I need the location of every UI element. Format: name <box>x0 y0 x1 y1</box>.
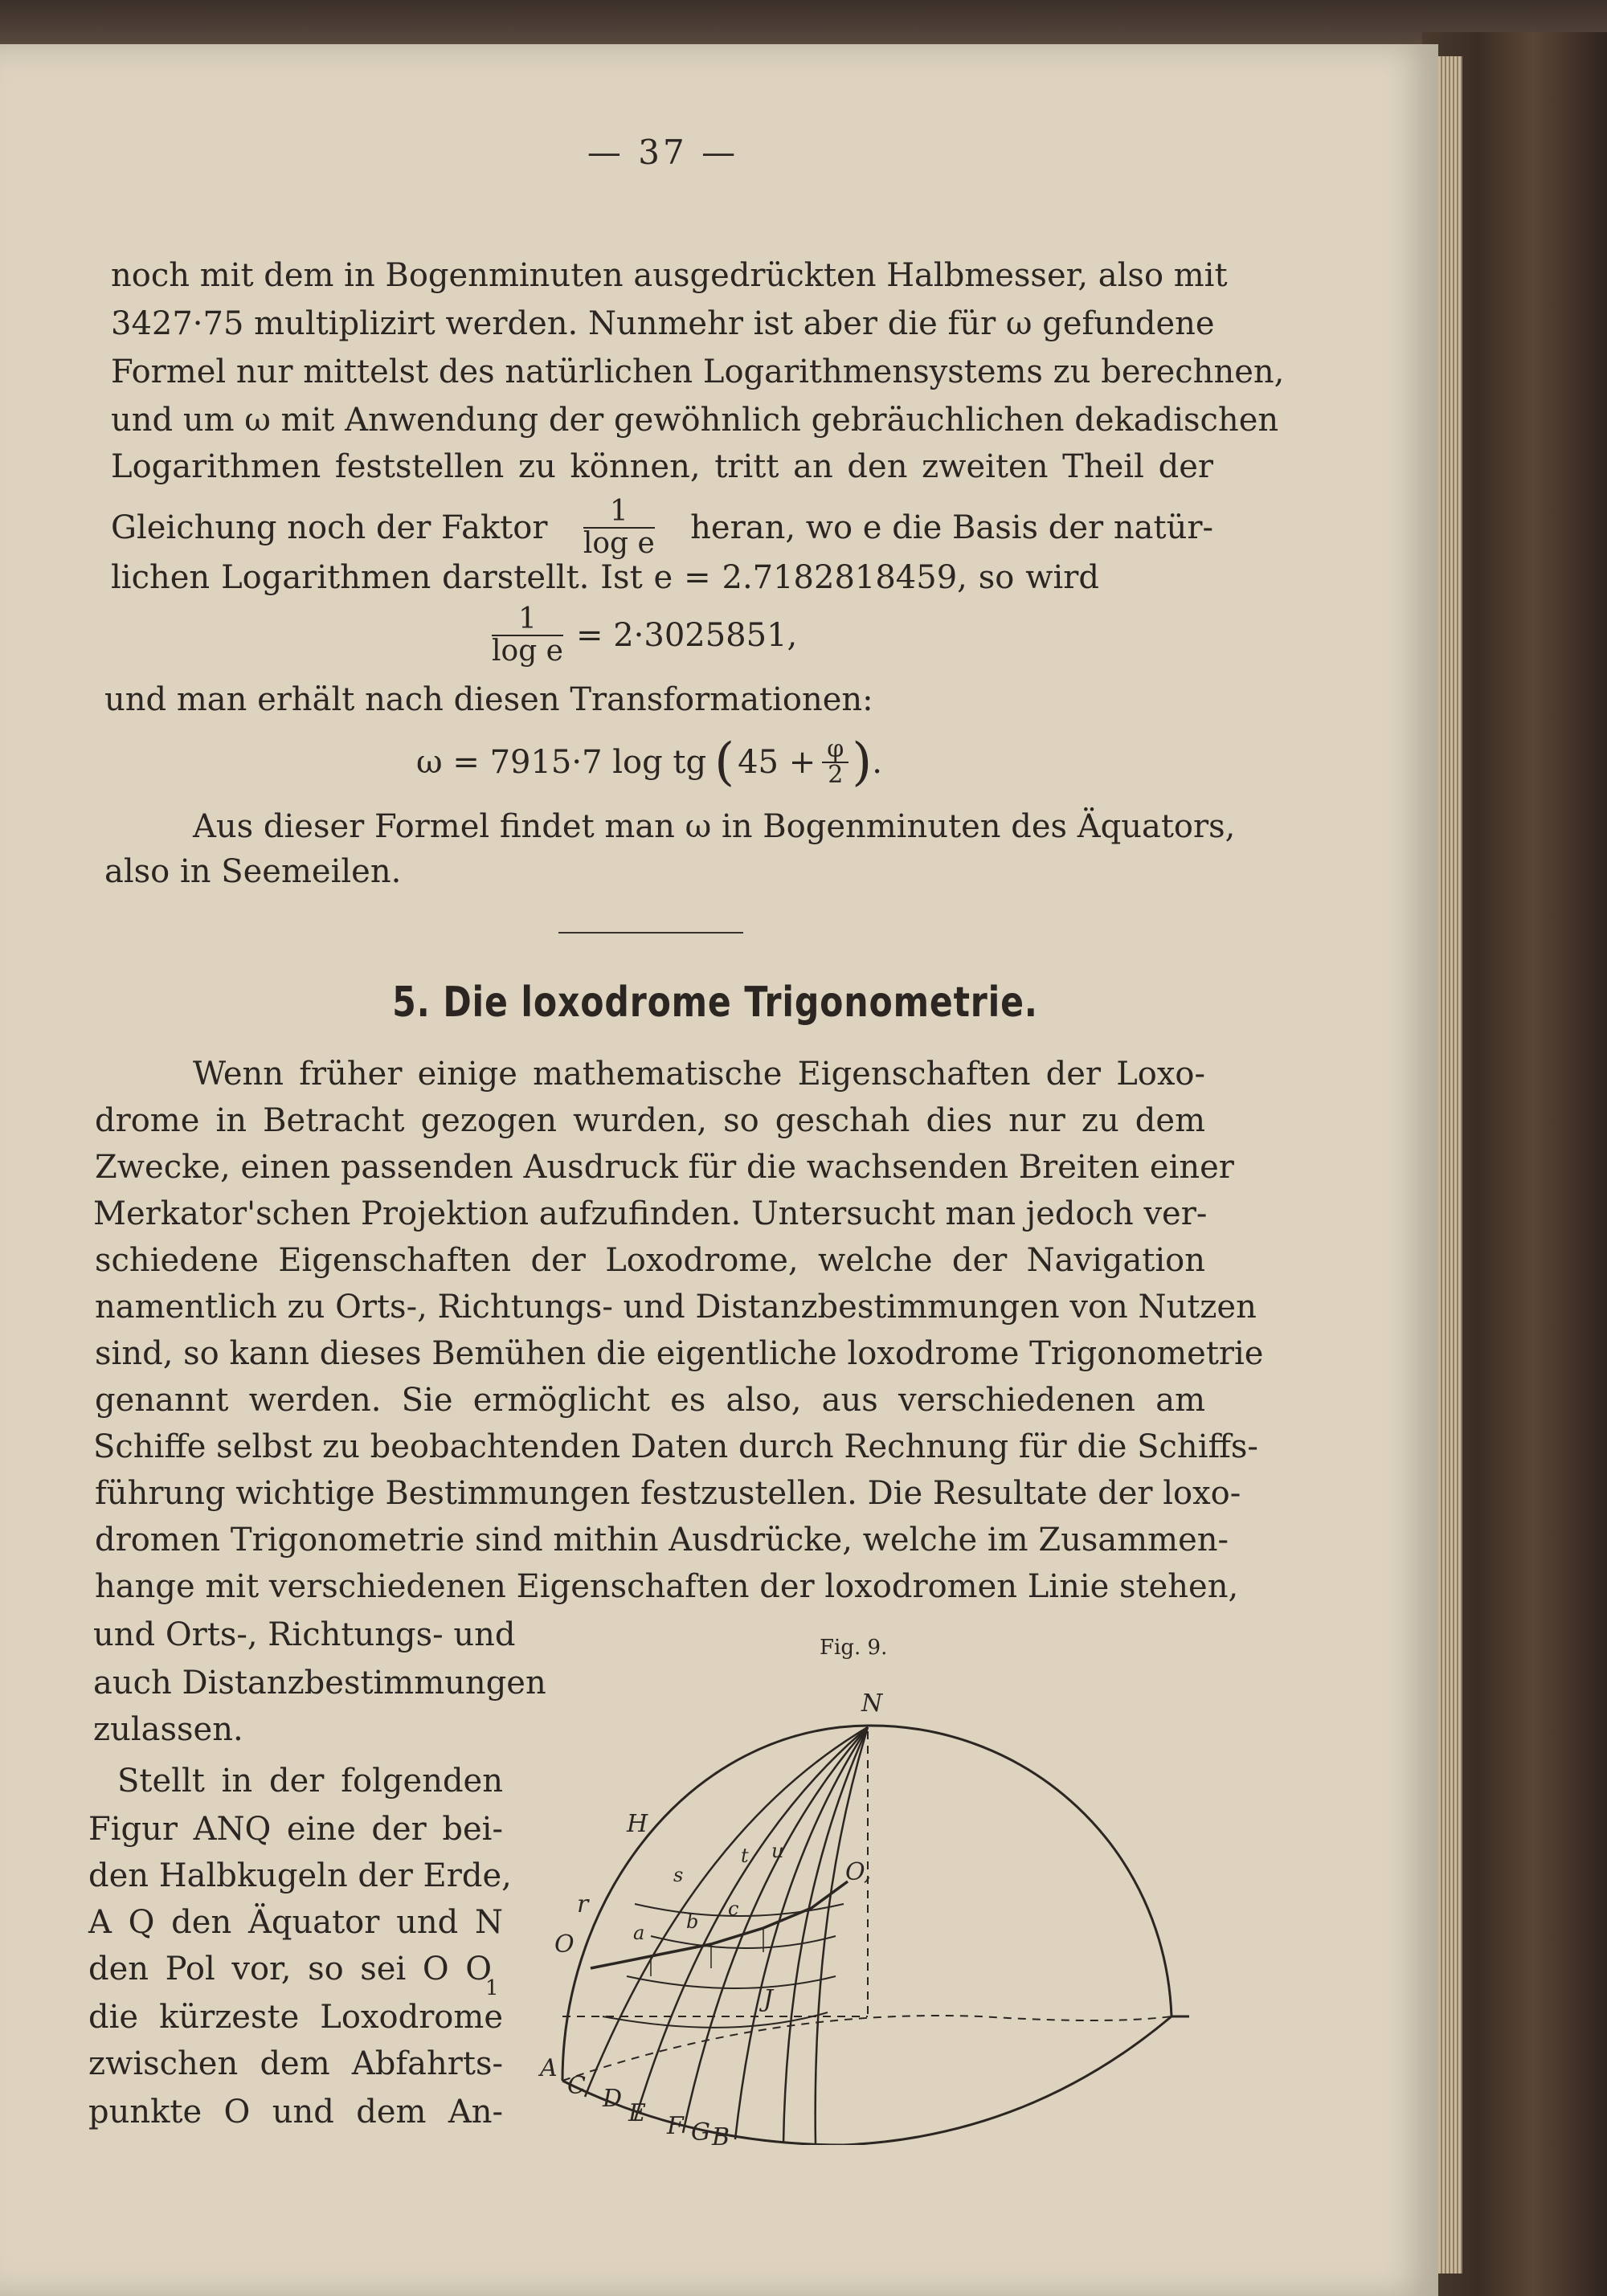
label-H: H <box>627 1810 648 1838</box>
text-line: punkte O und dem An- <box>88 2094 503 2131</box>
equation-omega <box>416 733 882 792</box>
figure-caption: Fig. 9. <box>820 1636 888 1660</box>
label-D: D <box>603 2085 623 2113</box>
label-B: B <box>712 2123 730 2145</box>
text-line: drome in Betracht gezogen wurden, so geschah dies nur zu dem <box>95 1102 1205 1139</box>
text-line: also in Seemeilen. <box>104 853 402 890</box>
text-line: die kürzeste Loxodrome <box>88 1999 503 2036</box>
text-line: Formel nur mittelst des natürlichen Logarithmensystems zu berechnen, <box>111 353 1285 390</box>
book-top-edge <box>0 0 1607 48</box>
text-line: noch mit dem in Bogenminuten ausgedrückten Halbmesser, also mit <box>111 257 1228 294</box>
equation-log-e <box>492 604 797 667</box>
label-u: u <box>771 1840 784 1862</box>
label-G: G <box>691 2118 710 2145</box>
fraction-denominator: log e <box>583 527 655 560</box>
text-line: lichen Logarithmen darstellt. Ist e = 2.7182818459, so wird <box>111 559 1099 596</box>
equator-front <box>562 2016 1172 2145</box>
text-line: namentlich zu Orts-, Richtungs- und Distanzbestimmungen von Nutzen <box>95 1289 1257 1326</box>
text-line: Merkator'schen Projektion aufzufinden. Untersucht man jedoch ver- <box>93 1195 1208 1232</box>
label-a: a <box>633 1922 645 1944</box>
label-t: t <box>741 1845 749 1867</box>
faktor-line <box>111 496 1213 559</box>
text-line: Aus dieser Formel findet man ω in Bogenminuten des Äquators, <box>193 808 1236 845</box>
label-O: O <box>554 1930 575 1959</box>
loxodrome-figure <box>530 1671 1189 2145</box>
period: . <box>872 744 882 781</box>
faktor-text-before: Gleichung noch der Faktor <box>111 509 548 546</box>
text-line: Schiffe selbst zu beobachtenden Daten durch Rechnung für die Schiffs- <box>93 1428 1258 1465</box>
text-line: hange mit verschiedenen Eigenschaften der loxodromen Linie stehen, <box>95 1568 1239 1605</box>
text-line: dromen Trigonometrie sind mithin Ausdrücke, welche im Zusammen- <box>95 1522 1229 1559</box>
label-b: b <box>686 1910 699 1933</box>
equation-fraction <box>492 604 563 667</box>
fraction-denominator: 2 <box>828 761 844 789</box>
equator-back <box>562 2016 1172 2081</box>
fraction-numerator: 1 <box>492 604 563 636</box>
label-N: N <box>861 1689 883 1718</box>
section-divider <box>558 932 743 934</box>
text-line: und man erhält nach diesen Transformationen: <box>104 681 873 718</box>
label-C: C <box>567 2072 586 2100</box>
parallel-line <box>651 1936 836 1948</box>
section-heading: 5. Die loxodrome Trigonometrie. <box>392 978 1038 1027</box>
meridian-line <box>585 1727 868 2097</box>
text-line: und Orts-, Richtungs- und <box>93 1616 516 1653</box>
label-A: A <box>540 2054 558 2082</box>
text-line: und um ω mit Anwendung der gewöhnlich gebräuchlichen dekadischen <box>111 402 1279 439</box>
equation-rhs: = 2·3025851, <box>575 617 798 654</box>
fraction-numerator: φ <box>822 737 848 763</box>
open-paren: ( <box>714 733 735 792</box>
meridian-line <box>735 1727 868 2139</box>
label-c: c <box>728 1898 739 1920</box>
equation-fraction <box>822 737 848 787</box>
text-line: den Halbkugeln der Erde, <box>88 1857 512 1894</box>
text-line: Stellt in der folgenden <box>117 1763 503 1800</box>
equation-inner: 45 + <box>738 744 816 781</box>
text-line: Logarithmen feststellen zu können, tritt an den zweiten Theil der <box>111 448 1213 485</box>
text-line: sind, so kann dieses Bemühen die eigentliche loxodrome Trigonometrie <box>95 1335 1264 1372</box>
label-F: F <box>667 2112 684 2140</box>
fraction-denominator: log e <box>492 635 563 668</box>
text-line: schiedene Eigenschaften der Loxodrome, welche der Navigation <box>95 1242 1205 1279</box>
parallel-line <box>627 1976 836 1988</box>
o1-subscript: 1 <box>485 1976 499 2000</box>
text-line: A Q den Äquator und N <box>88 1904 503 1941</box>
text-line: den Pol vor, so sei O O <box>88 1951 492 1988</box>
text-line: Wenn früher einige mathematische Eigenschaften der Loxo- <box>193 1056 1205 1093</box>
faktor-text-after: heran, wo e die Basis der natür- <box>690 509 1213 546</box>
equation-lhs: ω = 7915·7 log tg <box>416 744 707 781</box>
faktor-fraction <box>583 496 655 559</box>
text-line: zwischen dem Abfahrts- <box>88 2045 503 2082</box>
label-O1: O, <box>845 1858 872 1886</box>
loxodrome-curve <box>591 1881 848 1968</box>
text-line: führung wichtige Bestimmungen festzustellen. Die Resultate der loxo- <box>95 1475 1241 1512</box>
text-line: genannt werden. Sie ermöglicht es also, aus verschiedenen am <box>95 1382 1205 1419</box>
text-line: zulassen. <box>93 1711 243 1748</box>
text-line: Figur ANQ eine der bei- <box>88 1811 503 1848</box>
close-paren: ) <box>852 733 873 792</box>
label-r: r <box>577 1890 589 1918</box>
fraction-numerator: 1 <box>583 496 655 529</box>
page-number: — 37 — <box>587 133 739 172</box>
text-line: 3427·75 multiplizirt werden. Nunmehr ist aber die für ω gefundene <box>111 305 1215 342</box>
label-s: s <box>673 1864 684 1886</box>
text-line: Zwecke, einen passenden Ausdruck für die wachsenden Breiten einer <box>95 1149 1234 1186</box>
hemisphere-outline <box>562 1726 1189 2081</box>
label-E: E <box>628 2099 646 2127</box>
text-line: auch Distanzbestimmungen <box>93 1665 546 1702</box>
label-J: J <box>763 1985 774 2013</box>
